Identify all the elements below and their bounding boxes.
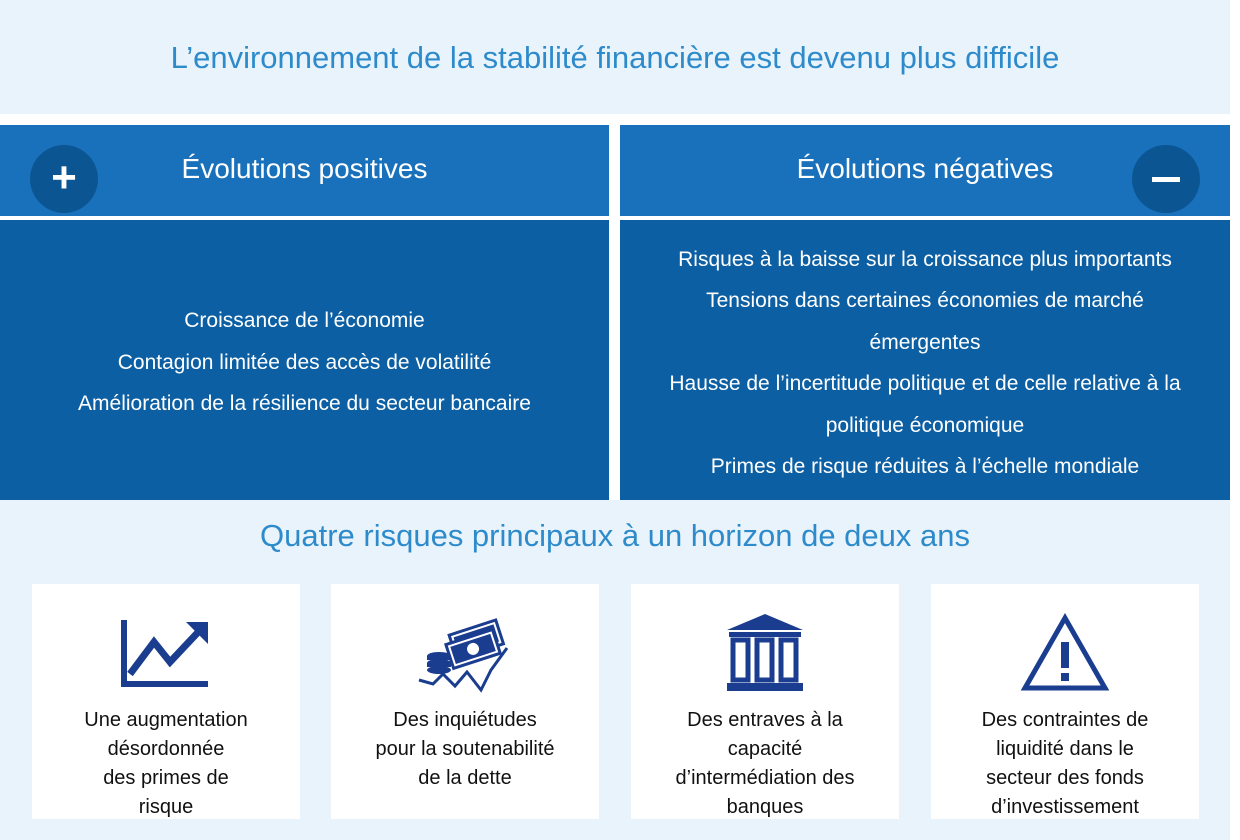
risk-card (631, 584, 899, 819)
card-line: secteur des fonds (986, 767, 1144, 789)
negative-item-line: politique économique (825, 414, 1025, 437)
plus-icon: + (30, 145, 98, 213)
card-line: Des entraves à la (687, 709, 843, 731)
card-line: Une augmentation (84, 709, 248, 731)
risks-heading: Quatre risques principaux à un horizon de deux ans (260, 518, 970, 553)
negative-item-line: Primes de risque réduites à l’échelle mondiale (710, 455, 1140, 478)
negative-item-line: émergentes (869, 331, 981, 354)
negative-header (620, 125, 1230, 216)
minus-icon (1132, 145, 1200, 213)
risk-card-text (341, 706, 589, 793)
negative-item-line: Hausse de l’incertitude politique et de celle relative à la (669, 372, 1181, 395)
card-line: Des contraintes de (981, 709, 1149, 731)
risk-card (331, 584, 599, 819)
card-line: désordonnée (107, 738, 225, 760)
warning-triangle-icon (1015, 612, 1115, 694)
negative-list (620, 220, 1230, 500)
main-title: L’environnement de la stabilité financière est devenu plus difficile (170, 40, 1060, 75)
negative-heading: Évolutions négatives (796, 153, 1054, 184)
card-line: de la dette (418, 767, 512, 789)
card-line: des primes de (103, 767, 229, 789)
positive-heading: Évolutions positives (181, 153, 428, 184)
risk-card-text (641, 706, 889, 822)
bank-building-icon (715, 612, 815, 694)
card-line: d’investissement (991, 796, 1139, 818)
risk-card (32, 584, 300, 819)
card-line: banques (726, 796, 804, 818)
risk-card (931, 584, 1199, 819)
card-line: Des inquiétudes (393, 709, 537, 731)
card-line: pour la soutenabilité (375, 738, 555, 760)
card-line: d’intermédiation des (675, 767, 855, 789)
card-line: capacité (727, 738, 803, 760)
positive-item: Contagion limitée des accès de volatilité (117, 351, 492, 374)
risk-card-text (941, 706, 1189, 822)
positive-item: Amélioration de la résilience du secteur bancaire (78, 392, 531, 415)
positive-header (0, 125, 609, 216)
negative-item-line: Tensions dans certaines économies de marché (706, 289, 1144, 312)
negative-item-line: Risques à la baisse sur la croissance plus importants (678, 248, 1172, 271)
risk-card-text (42, 706, 290, 822)
money-debt-icon (415, 612, 515, 694)
positive-list (0, 220, 609, 500)
positive-item: Croissance de l’économie (184, 309, 425, 332)
minus-bar (1152, 177, 1180, 182)
rising-chart-icon (116, 612, 216, 694)
card-line: liquidité dans le (996, 738, 1134, 760)
card-line: risque (138, 796, 194, 818)
